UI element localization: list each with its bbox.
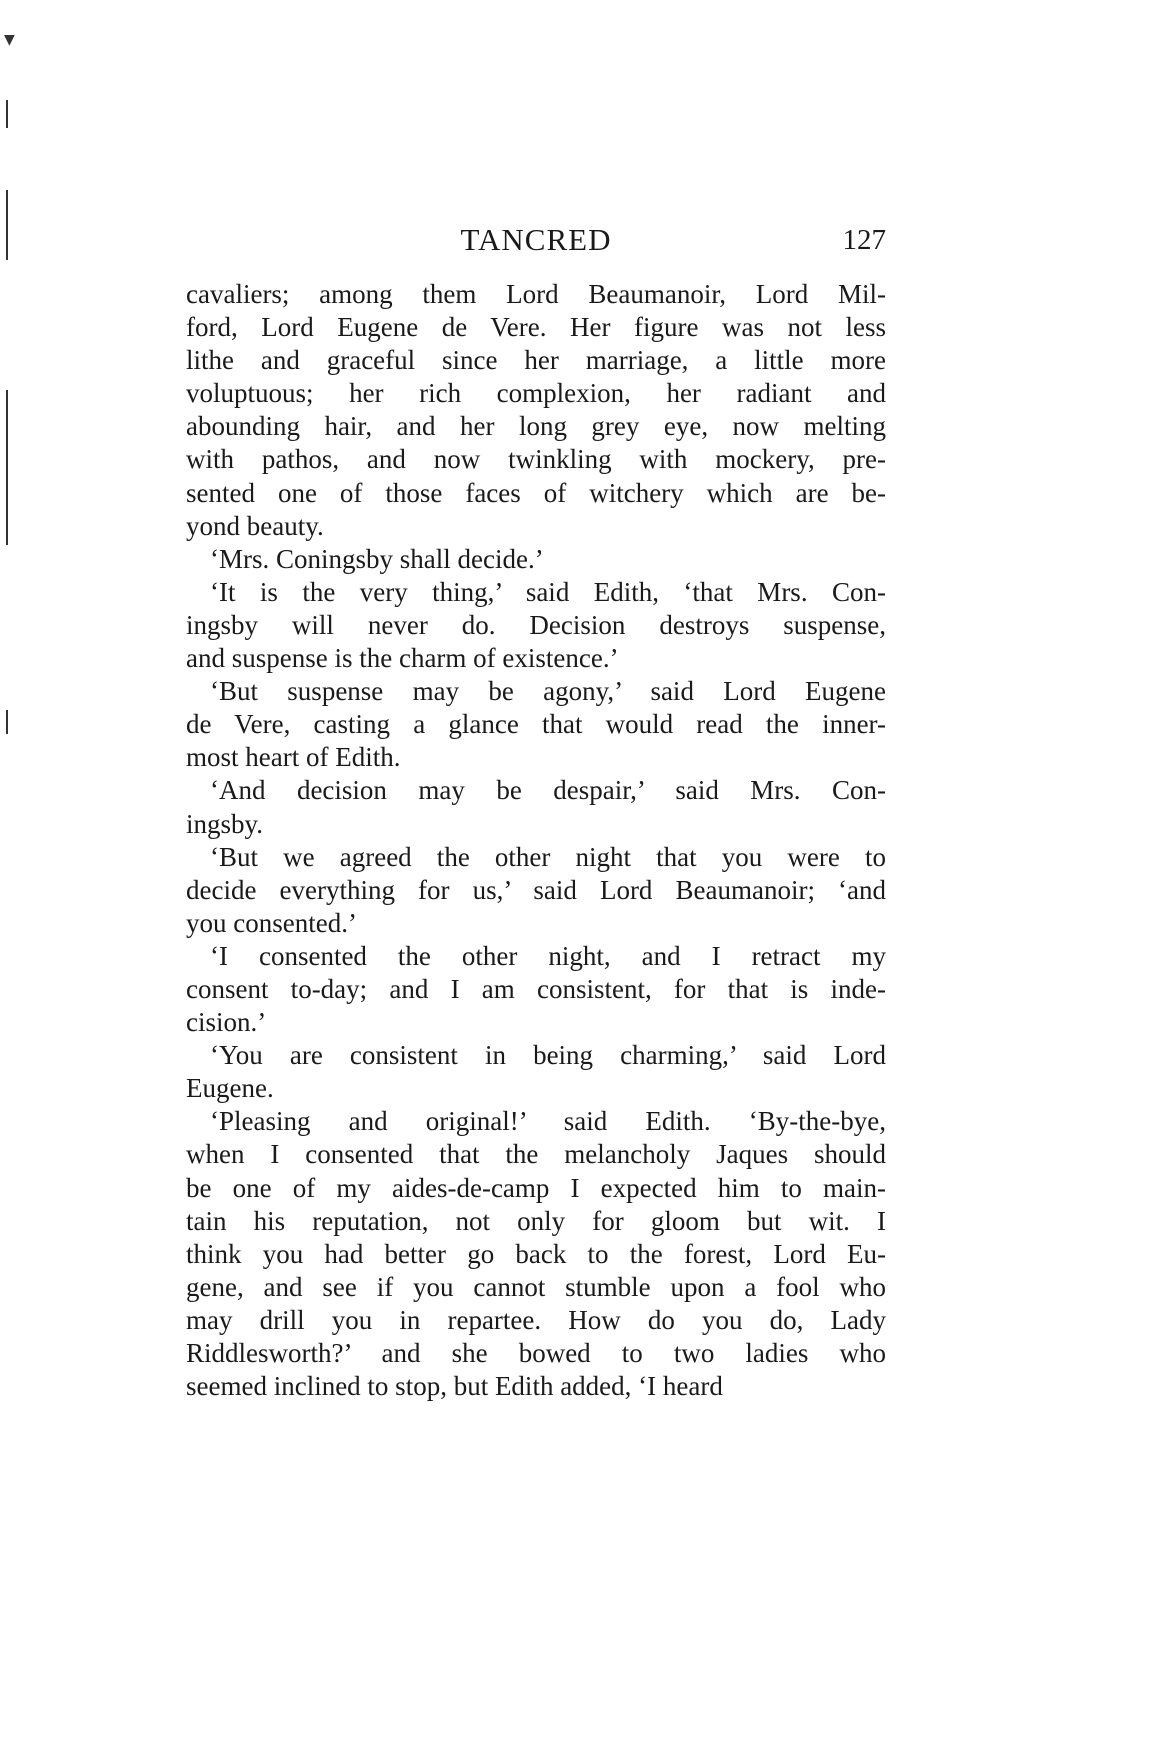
text-line: be one of my aides-de-camp I expected him to main-	[186, 1172, 886, 1203]
paragraph	[186, 278, 886, 543]
text-line: seemed inclined to stop, but Edith added, ‘I heard	[186, 1371, 723, 1402]
text-line: tain his reputation, not only for gloom but wit. I	[186, 1205, 886, 1236]
running-title: TANCRED	[460, 222, 612, 257]
text-line: ‘Pleasing and original!’ said Edith. ‘By-the-bye,	[210, 1106, 886, 1137]
text-line: voluptuous; her rich complexion, her radiant and	[186, 378, 886, 409]
text-line: think you had better go back to the forest, Lord Eu-	[186, 1238, 886, 1269]
text-line: ‘But we agreed the other night that you were to	[210, 841, 886, 872]
text-line: with pathos, and now twinkling with mockery, pre-	[186, 444, 886, 475]
text-line: Eugene.	[186, 1073, 274, 1104]
corner-arrow-icon: ▼	[4, 32, 15, 48]
text-line: ‘Mrs. Coningsby shall decide.’	[210, 543, 544, 574]
page-number: 127	[842, 224, 886, 256]
text-line: cision.’	[186, 1007, 267, 1038]
text-line: when I consented that the melancholy Jaques should	[186, 1139, 886, 1170]
scan-edge-mark	[6, 390, 8, 545]
text-line: ingsby.	[186, 808, 264, 839]
text-line: abounding hair, and her long grey eye, now melting	[186, 411, 886, 442]
text-line: ‘And decision may be despair,’ said Mrs. Con-	[210, 775, 886, 806]
text-line: Riddlesworth?’ and she bowed to two ladies who	[186, 1338, 886, 1368]
scan-edge-mark	[6, 100, 8, 128]
text-line: lithe and graceful since her marriage, a little more	[186, 345, 886, 376]
text-line: ‘But suspense may be agony,’ said Lord Eugene	[210, 676, 886, 707]
text-line: cavaliers; among them Lord Beaumanoir, Lord Mil-	[186, 279, 886, 309]
paragraph	[186, 1039, 886, 1105]
text-line: sented one of those faces of witchery which are be-	[186, 477, 886, 508]
text-line: de Vere, casting a glance that would read the inner-	[186, 709, 886, 740]
text-line: ‘I consented the other night, and I retract my	[210, 940, 886, 971]
text-line: ‘It is the very thing,’ said Edith, ‘that Mrs. Con-	[210, 576, 886, 607]
page-header	[186, 222, 886, 262]
text-line: yond beauty.	[186, 510, 324, 541]
text-line: and suspense is the charm of existence.’	[186, 643, 619, 674]
paragraph	[186, 940, 886, 1039]
paragraph	[186, 1105, 886, 1403]
paragraph	[186, 774, 886, 840]
scan-edge-mark	[6, 190, 8, 260]
text-line: ‘You are consistent in being charming,’ said Lord	[210, 1040, 886, 1071]
text-line: may drill you in repartee. How do you do, Lady	[186, 1304, 886, 1335]
text-line: ingsby will never do. Decision destroys suspense,	[186, 609, 886, 640]
paragraph	[186, 543, 886, 576]
text-line: you consented.’	[186, 907, 357, 938]
text-line: gene, and see if you cannot stumble upon a fool who	[186, 1271, 886, 1302]
text-line: consent to-day; and I am consistent, for that is inde-	[186, 973, 886, 1004]
text-line: most heart of Edith.	[186, 742, 401, 773]
text-line: ford, Lord Eugene de Vere. Her figure was not less	[186, 312, 886, 343]
paragraph	[186, 841, 886, 940]
body-text	[186, 278, 886, 1403]
paragraph	[186, 576, 886, 675]
paragraph	[186, 675, 886, 774]
scan-edge-mark	[6, 710, 8, 734]
text-line: decide everything for us,’ said Lord Beaumanoir; ‘and	[186, 874, 886, 905]
